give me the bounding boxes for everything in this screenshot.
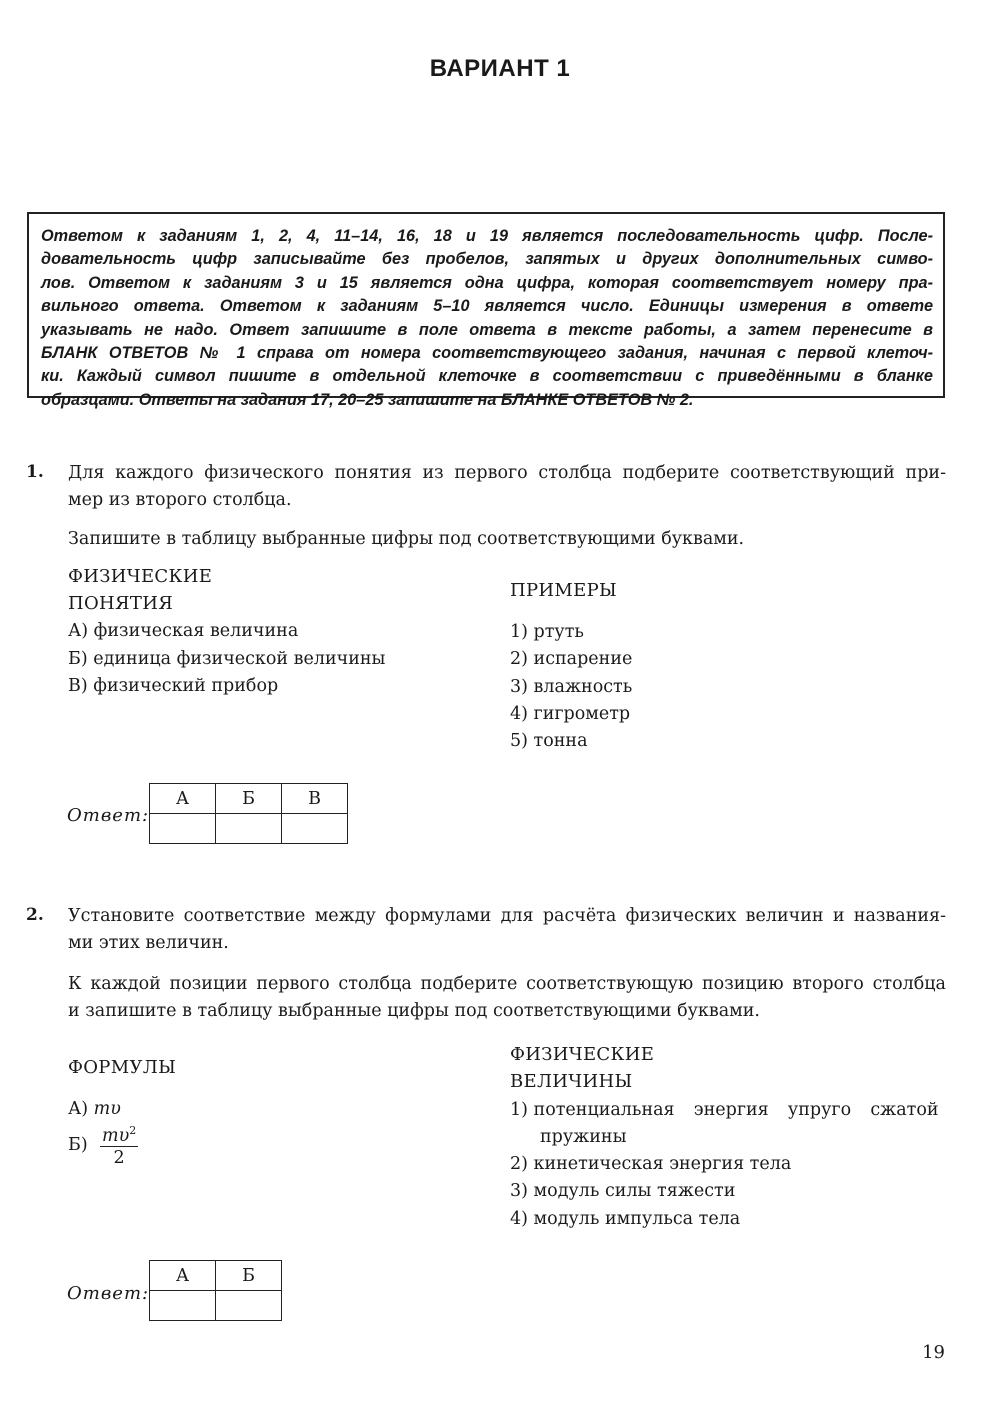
answer-column-header: Б (216, 784, 282, 814)
task1-text (68, 460, 946, 514)
answer-cell[interactable] (216, 1291, 282, 1321)
task2-right-item: 2) кинетическая энергия тела (510, 1154, 792, 1174)
instructions-line: ки. Каждый символ пишите в отдельной клеточке в соответствии с приведёнными в бланке (41, 367, 933, 386)
task2-formula-b-key: Б) (68, 1135, 88, 1155)
task2-right-header (510, 1041, 654, 1095)
task2-text-line: ми этих величин. (68, 933, 229, 953)
answer-cell[interactable] (150, 814, 216, 844)
answer-column-header: Б (216, 1261, 282, 1291)
task2-right-item-continuation: пружины (540, 1127, 627, 1147)
task2-right-item: 3) модуль силы тяжести (510, 1181, 736, 1201)
task2-number: 2. (26, 905, 44, 925)
instructions-box (27, 212, 945, 409)
instructions-line: лов. Ответом к заданиям 3 и 15 является одна цифра, которая соответствует номеру пра- (41, 273, 933, 292)
task1-left-item: А) физическая величина (68, 621, 299, 641)
task1-right-header: ПРИМЕРЫ (510, 580, 617, 601)
task1-left-item: Б) единица физической величины (68, 649, 386, 669)
task1-right-item: 1) ртуть (510, 622, 584, 642)
page-title: ВАРИАНТ 1 (429, 55, 571, 82)
instructions-line: БЛАНК ОТВЕТОВ № 1 справа от номера соответствующего задания, начиная с первой клеточ- (41, 344, 933, 363)
task2-answer-table (149, 1260, 282, 1321)
instructions-line: образцами. Ответы на задания 17, 20–25 запишите на БЛАНКЕ ОТВЕТОВ № 2. (41, 390, 694, 409)
answer-column-header: А (150, 784, 216, 814)
answer-column-header: А (150, 1261, 216, 1291)
page-number: 19 (922, 1342, 945, 1363)
task1-left-item: В) физический прибор (68, 676, 279, 696)
task1-text-line: Для каждого физического понятия из первого столбца подберите соответствующий при- (68, 463, 946, 483)
task2-instruction (68, 971, 946, 1025)
instructions-line: вильного ответа. Ответом к заданиям 5–10 является число. Единицы измерения в ответе (41, 297, 933, 316)
answer-cell[interactable] (150, 1291, 216, 1321)
task1-answer-table (149, 783, 348, 844)
task2-right-header-line: ФИЗИЧЕСКИЕ (510, 1044, 655, 1065)
task1-number: 1. (26, 462, 44, 482)
task1-left-header-line: ПОНЯТИЯ (68, 593, 174, 614)
task1-right-item: 3) влажность (510, 677, 633, 697)
task2-formula-b-fraction: $\frac{m\upsilon^2}{2}$ (100, 1121, 138, 1169)
instructions-line: указывать не надо. Ответ запишите в поле ответа в тексте работы, а затем перенесите в (41, 320, 933, 339)
task1-instruction-text: Запишите в таблицу выбранные цифры под соответствующими буквами. (68, 529, 745, 549)
task1-right-item: 4) гигрометр (510, 704, 631, 724)
task2-right-item: 1) потенциальная энергия упруго сжатой (510, 1100, 939, 1120)
task2-formula-a: А) mυ (68, 1099, 121, 1119)
task2-answer-label: Ответ: (67, 1283, 150, 1304)
task1-right-item: 5) тонна (510, 731, 588, 751)
answer-column-header: В (282, 784, 348, 814)
task2-right-header-line: ВЕЛИЧИНЫ (510, 1071, 633, 1092)
answer-cell[interactable] (216, 814, 282, 844)
instructions-line: Ответом к заданиям 1, 2, 4, 11–14, 16, 18 и 19 является последовательность цифр. После- (41, 227, 933, 245)
task1-left-header-line: ФИЗИЧЕСКИЕ (68, 566, 213, 587)
task2-right-item: 4) модуль импульса тела (510, 1209, 741, 1229)
task1-answer-label: Ответ: (67, 805, 150, 826)
instructions-line: довательность цифр записывайте без пробелов, запятых и других дополнительных симво- (41, 250, 933, 269)
task1-text-line: мер из второго столбца. (68, 490, 292, 510)
task1-instruction (68, 526, 744, 553)
task2-text (68, 903, 946, 957)
task1-left-header (68, 563, 212, 617)
task1-right-item: 2) испарение (510, 649, 633, 669)
task2-left-header: ФОРМУЛЫ (68, 1057, 177, 1078)
task2-text-line: Установите соответствие между формулами для расчёта физических величин и названия- (68, 906, 946, 926)
answer-cell[interactable] (282, 814, 348, 844)
task2-instruction-line: К каждой позиции первого столбца подберите соответствующую позицию второго столбца (68, 974, 946, 994)
task2-instruction-line: и запишите в таблицу выбранные цифры под соответствующими буквами. (68, 1001, 760, 1021)
